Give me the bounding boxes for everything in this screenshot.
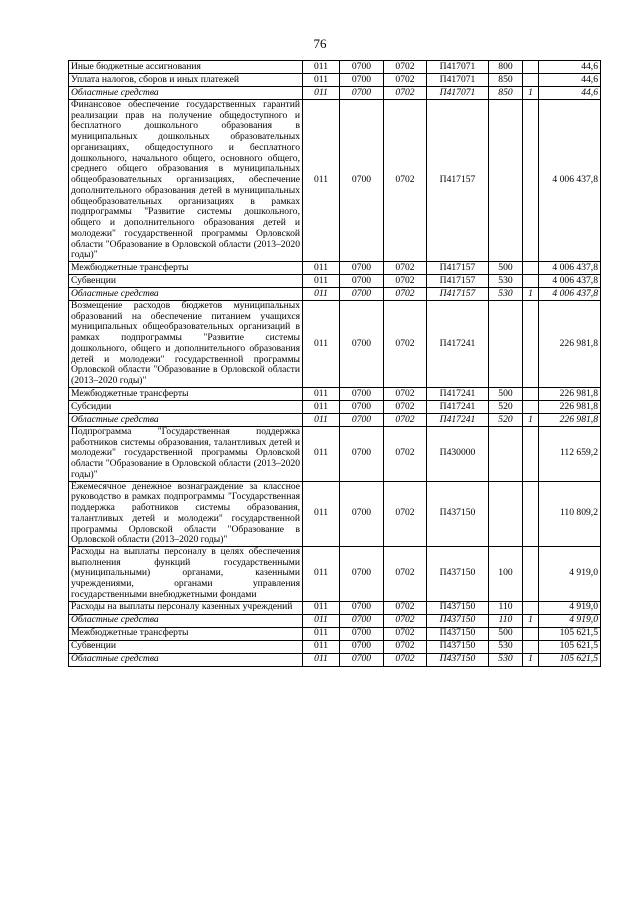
code-ministry: 011	[303, 400, 340, 413]
row-name: Расходы на выплаты персоналу в целях обеспечения выполнения функций государственными (муниципальными) органами, казенными учреждениями, органами управления государственными внебюджетными фондами	[69, 546, 303, 601]
code-section: 0700	[340, 400, 384, 413]
code-expense-type: 110	[489, 614, 523, 627]
code-source: 1	[523, 87, 539, 100]
code-source: 1	[523, 288, 539, 301]
code-subsection: 0702	[384, 275, 427, 288]
code-source	[523, 275, 539, 288]
row-name: Областные средства	[69, 614, 303, 627]
code-section: 0700	[340, 653, 384, 666]
budget-table	[68, 60, 601, 667]
code-source	[523, 426, 539, 481]
code-section: 0700	[340, 74, 384, 87]
code-subsection: 0702	[384, 74, 427, 87]
code-ministry: 011	[303, 640, 340, 653]
code-section: 0700	[340, 387, 384, 400]
code-subsection: 0702	[384, 640, 427, 653]
row-name: Иные бюджетные ассигнования	[69, 61, 303, 74]
code-expense-type: 800	[489, 61, 523, 74]
table-row	[69, 400, 601, 413]
amount: 44,6	[539, 74, 601, 87]
code-subsection: 0702	[384, 481, 427, 546]
code-target: П417157	[427, 262, 489, 275]
code-target: П437150	[427, 601, 489, 614]
table-row	[69, 301, 601, 388]
code-source	[523, 601, 539, 614]
amount: 226 981,8	[539, 301, 601, 388]
table-row	[69, 653, 601, 666]
amount: 4 919,0	[539, 614, 601, 627]
row-name: Подпрограмма "Государственная поддержка работников системы образования, талантливых детей и молодежи" государственной программы Орловской области "Образование в Орловской области (2013–2020 годы)"	[69, 426, 303, 481]
code-subsection: 0702	[384, 87, 427, 100]
code-expense-type	[489, 301, 523, 388]
code-ministry: 011	[303, 413, 340, 426]
code-section: 0700	[340, 601, 384, 614]
code-ministry: 011	[303, 426, 340, 481]
code-expense-type	[489, 100, 523, 262]
code-source	[523, 481, 539, 546]
row-name: Субсидии	[69, 400, 303, 413]
code-ministry: 011	[303, 601, 340, 614]
row-name: Областные средства	[69, 413, 303, 426]
table-row	[69, 74, 601, 87]
code-target: П437150	[427, 481, 489, 546]
table-row	[69, 413, 601, 426]
amount: 105 621,5	[539, 627, 601, 640]
code-expense-type	[489, 481, 523, 546]
code-section: 0700	[340, 262, 384, 275]
amount: 4 919,0	[539, 601, 601, 614]
code-target: П417241	[427, 413, 489, 426]
code-subsection: 0702	[384, 301, 427, 388]
amount: 4 006 437,8	[539, 288, 601, 301]
row-name: Областные средства	[69, 288, 303, 301]
table-row	[69, 426, 601, 481]
code-section: 0700	[340, 426, 384, 481]
code-source	[523, 400, 539, 413]
code-section: 0700	[340, 640, 384, 653]
row-name: Возмещение расходов бюджетов муниципальных образований на обеспечение питанием учащихся муниципальных общеобразовательных организаций в рамках подпрограммы "Развитие системы дошкольного, общего и дополнительного образования детей и молодежи" государственной программы Орловской области "Образование в Орловской области (2013–2020 годы)"	[69, 301, 303, 388]
code-section: 0700	[340, 546, 384, 601]
code-ministry: 011	[303, 546, 340, 601]
code-expense-type: 500	[489, 387, 523, 400]
code-subsection: 0702	[384, 61, 427, 74]
table-row	[69, 100, 601, 262]
amount: 4 006 437,8	[539, 100, 601, 262]
code-expense-type: 500	[489, 627, 523, 640]
code-target: П437150	[427, 640, 489, 653]
code-subsection: 0702	[384, 627, 427, 640]
code-section: 0700	[340, 614, 384, 627]
table-row	[69, 601, 601, 614]
amount: 44,6	[539, 87, 601, 100]
code-ministry: 011	[303, 301, 340, 388]
code-ministry: 011	[303, 61, 340, 74]
code-subsection: 0702	[384, 288, 427, 301]
code-target: П437150	[427, 653, 489, 666]
row-name: Расходы на выплаты персоналу казенных учреждений	[69, 601, 303, 614]
code-source	[523, 74, 539, 87]
row-name: Областные средства	[69, 87, 303, 100]
table-row	[69, 387, 601, 400]
code-source	[523, 301, 539, 388]
code-target: П417241	[427, 301, 489, 388]
code-subsection: 0702	[384, 546, 427, 601]
code-ministry: 011	[303, 74, 340, 87]
row-name: Субвенции	[69, 640, 303, 653]
code-expense-type: 520	[489, 413, 523, 426]
code-expense-type: 500	[489, 262, 523, 275]
code-section: 0700	[340, 61, 384, 74]
code-target: П417157	[427, 288, 489, 301]
code-target: П417157	[427, 100, 489, 262]
amount: 4 006 437,8	[539, 275, 601, 288]
row-name: Межбюджетные трансферты	[69, 262, 303, 275]
code-ministry: 011	[303, 481, 340, 546]
row-name: Финансовое обеспечение государственных гарантий реализации прав на получение общедоступного и бесплатного дошкольного образования в муниципальных дошкольных образовательных организациях, общедоступного и бесплатного дошкольного, начального общего, основного общего, среднего общего образования в муниципальных общеобразовательных организациях, обеспечение дополнительного образования детей в муниципальных общеобразовательных организациях в рамках подпрограммы "Развитие системы дошкольного, общего и дополнительного образования детей и молодежи" государственной программы Орловской области "Образование в Орловской области (2013–2020 годы)"	[69, 100, 303, 262]
code-section: 0700	[340, 87, 384, 100]
code-section: 0700	[340, 100, 384, 262]
page-number: 76	[313, 36, 327, 51]
table-row	[69, 640, 601, 653]
code-section: 0700	[340, 288, 384, 301]
row-name: Межбюджетные трансферты	[69, 387, 303, 400]
code-source	[523, 387, 539, 400]
amount: 105 621,5	[539, 640, 601, 653]
table-row	[69, 481, 601, 546]
code-subsection: 0702	[384, 601, 427, 614]
code-source: 1	[523, 653, 539, 666]
code-source	[523, 640, 539, 653]
code-section: 0700	[340, 627, 384, 640]
code-expense-type: 530	[489, 275, 523, 288]
table-row	[69, 614, 601, 627]
code-expense-type: 520	[489, 400, 523, 413]
code-ministry: 011	[303, 87, 340, 100]
code-ministry: 011	[303, 614, 340, 627]
code-expense-type: 100	[489, 546, 523, 601]
code-subsection: 0702	[384, 262, 427, 275]
code-subsection: 0702	[384, 426, 427, 481]
code-subsection: 0702	[384, 100, 427, 262]
code-expense-type: 850	[489, 74, 523, 87]
amount: 112 659,2	[539, 426, 601, 481]
code-subsection: 0702	[384, 387, 427, 400]
table-row	[69, 288, 601, 301]
table-row	[69, 546, 601, 601]
code-source	[523, 546, 539, 601]
code-ministry: 011	[303, 288, 340, 301]
code-expense-type: 850	[489, 87, 523, 100]
row-name: Межбюджетные трансферты	[69, 627, 303, 640]
row-name: Ежемесячное денежное вознаграждение за классное руководство в рамках подпрограммы "Государственная поддержка работников системы образования, талантливых детей и молодежи" государственной программы Орловской области "Образование в Орловской области (2013–2020 годы)"	[69, 481, 303, 546]
table-row	[69, 61, 601, 74]
code-expense-type: 530	[489, 288, 523, 301]
code-subsection: 0702	[384, 400, 427, 413]
code-source	[523, 627, 539, 640]
amount: 4 006 437,8	[539, 262, 601, 275]
code-section: 0700	[340, 275, 384, 288]
row-name: Областные средства	[69, 653, 303, 666]
code-subsection: 0702	[384, 413, 427, 426]
code-expense-type	[489, 426, 523, 481]
code-expense-type: 530	[489, 653, 523, 666]
code-target: П437150	[427, 614, 489, 627]
amount: 226 981,8	[539, 400, 601, 413]
row-name: Уплата налогов, сборов и иных платежей	[69, 74, 303, 87]
code-target: П417241	[427, 387, 489, 400]
code-target: П417071	[427, 74, 489, 87]
code-source: 1	[523, 413, 539, 426]
code-section: 0700	[340, 481, 384, 546]
code-expense-type: 110	[489, 601, 523, 614]
code-target: П437150	[427, 546, 489, 601]
code-ministry: 011	[303, 387, 340, 400]
code-source	[523, 100, 539, 262]
code-ministry: 011	[303, 262, 340, 275]
table-row	[69, 262, 601, 275]
code-subsection: 0702	[384, 653, 427, 666]
row-name: Субвенции	[69, 275, 303, 288]
code-source: 1	[523, 614, 539, 627]
code-expense-type: 530	[489, 640, 523, 653]
code-source	[523, 262, 539, 275]
code-source	[523, 61, 539, 74]
amount: 105 621,5	[539, 653, 601, 666]
amount: 226 981,8	[539, 387, 601, 400]
code-section: 0700	[340, 301, 384, 388]
code-target: П417071	[427, 87, 489, 100]
table-row	[69, 275, 601, 288]
code-target: П417241	[427, 400, 489, 413]
amount: 226 981,8	[539, 413, 601, 426]
table-row	[69, 627, 601, 640]
amount: 4 919,0	[539, 546, 601, 601]
code-ministry: 011	[303, 275, 340, 288]
code-ministry: 011	[303, 627, 340, 640]
amount: 44,6	[539, 61, 601, 74]
code-target: П417157	[427, 275, 489, 288]
code-section: 0700	[340, 413, 384, 426]
code-target: П437150	[427, 627, 489, 640]
code-target: П417071	[427, 61, 489, 74]
table-row	[69, 87, 601, 100]
code-target: П430000	[427, 426, 489, 481]
code-ministry: 011	[303, 100, 340, 262]
code-subsection: 0702	[384, 614, 427, 627]
code-ministry: 011	[303, 653, 340, 666]
amount: 110 809,2	[539, 481, 601, 546]
